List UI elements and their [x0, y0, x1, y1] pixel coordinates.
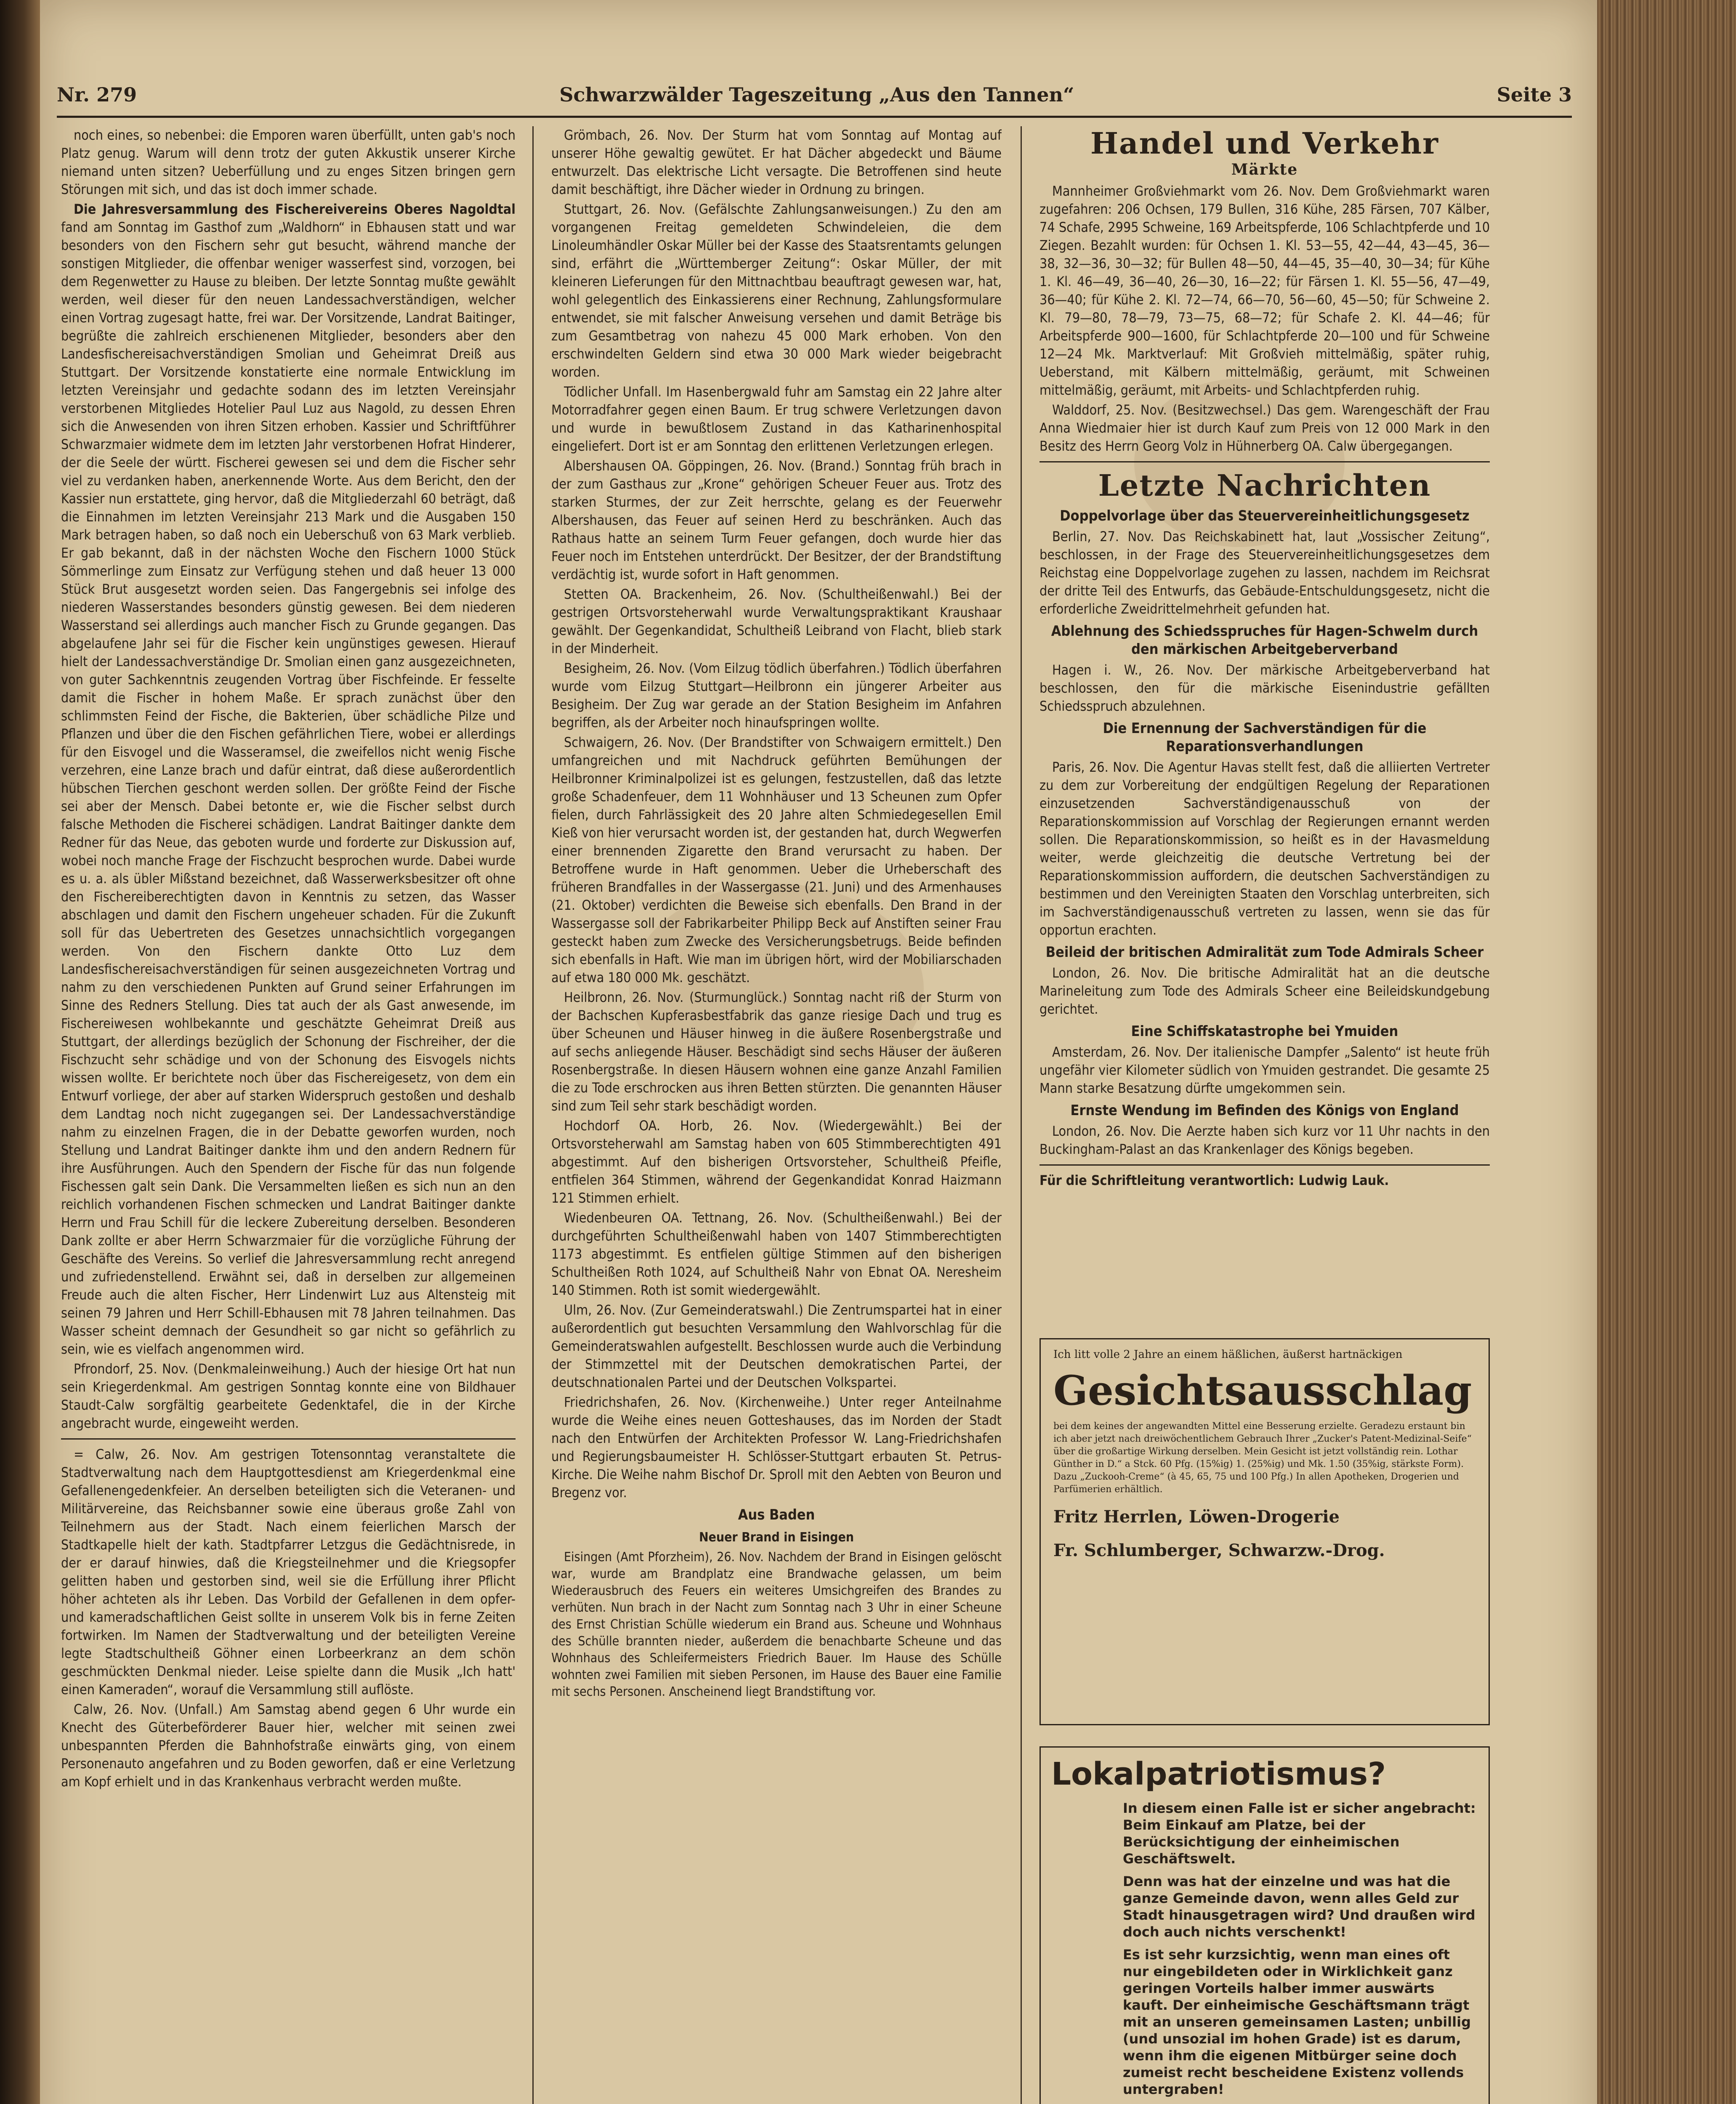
issue-number: Nr. 279: [57, 83, 137, 106]
ad-title: Gesichtsausschlag: [1053, 1367, 1472, 1414]
article-paragraph: Walddorf, 25. Nov. (Besitzwechsel.) Das gem. Warengeschäft der Frau Anna Wiedmaier hier ist durch Kauf zum Preis von 12 000 Mark in den Besitz des Herrn Georg Volz in Hühnerberg OA. Calw übergegangen.: [1039, 402, 1490, 454]
news-headline: Die Ernennung der Sachverständigen für die Reparationsverhandlungen: [1103, 720, 1427, 755]
article-paragraph: Besigheim, 26. Nov. (Vom Eilzug tödlich überfahren.) Tödlich überfahren wurde vom Eilzug Stuttgart—Heilbronn ein jüngerer Arbeiter aus Besigheim. Der Zug war gerade an der Station Besigheim im Anfahren begriffen, als der Arbeiter noch hinaufspringen wollte.: [551, 660, 1002, 731]
article-paragraph: Pfrondorf, 25. Nov. (Denkmaleinweihung.) Auch der hiesige Ort hat nun sein Kriegerdenkmal. Am gestrigen Sonntag konnte eine von Bildhauer Staudt-Calw sorgfältig gearbeitete Gedenktafel, die in der Kirche angebracht wurde, eingeweiht werden.: [61, 1361, 516, 1431]
article-paragraph: [61, 200, 516, 1358]
section-rule: [1039, 461, 1490, 462]
column-3: [1039, 126, 1490, 1330]
column-divider: [1021, 126, 1022, 2104]
volume-binding-edge: [1597, 0, 1736, 2104]
article-paragraph: Heilbronn, 26. Nov. (Sturmunglück.) Sonntag nacht riß der Sturm von der Bachschen Kupferasbestfabrik das ganze riesige Dach und trug es über Scheunen und Häuser hinweg in die äußere Rosenbergstraße und auf sechs anliegende Häuser. Beschädigt sind sechs Häuser der äußeren Rosenbergstraße. In diesen Häusern wohnen eine ganze Anzahl Familien die zu Tode erschrocken aus ihren Betten stürzten. Die genannten Häuser sind zum Teil sehr stark beschädigt worden.: [551, 989, 1002, 1114]
article-paragraph: Mannheimer Großviehmarkt vom 26. Nov. Dem Großviehmarkt waren zugefahren: 206 Ochsen, 179 Bullen, 316 Kühe, 285 Färsen, 707 Kälber, 74 Schafe, 2995 Schweine, 169 Arbeitspferde, 106 Schlachtpferde und 10 Ziegen. Bezahlt wurden: für Ochsen 1. Kl. 53—55, 42—44, 43—45, 36—38, 32—36, 30—32; für Bullen 48—50, 44—45, 35—40, 30—34; für Kühe 1. Kl. 46—49, 36—40, 26—30, 16—22; für Färsen 1. Kl. 55—56, 47—49, 36—40; für Kühe 2. Kl. 72—74, 66—70, 56—60, 45—50; für Schweine 2. Kl. 79—80, 78—79, 73—75, 68—72; für Schafe 2. Kl. 44—46; für Arbeitspferde 900—1600, für Schlachtpferde 20—100 und für Schweine 12—24 Mk. Marktverlauf: Mit Großvieh mittelmäßig, später ruhig, Ueberstand, mit Kälbern mittelmäßig, geräumt, mit Schweinen mittelmäßig, geräumt, mit Arbeits- und Schlachtpferden ruhig.: [1039, 183, 1490, 398]
article-paragraph: Paris, 26. Nov. Die Agentur Havas stellt fest, daß die alliierten Vertreter zu dem zur Vorbereitung der endgültigen Regelung der Reparationen einzusetzenden Sachverständigenausschuß von der Reparationskommission auf Vorschlag der Regierungen ernannt werden sollen. Die Reparationskommission, so heißt es in der Havasmeldung weiter, werde gleichzeitig die deutsche Vertretung bei der Reparationskommission auffordern, die deutschen Sachverständigen zu bestimmen und den Vereinigten Staaten den Vorschlag unterbreiten, sich im Sachverständigenausschuß vertreten zu lassen, wenn sie das für opportun erachten.: [1039, 759, 1490, 938]
article-paragraph: Eisingen (Amt Pforzheim), 26. Nov. Nachdem der Brand in Eisingen gelöscht war, wurde am Brandplatz eine Brandwache gelassen, um beim Wiederausbruch des Feuers ein weiteres Umsichgreifen des Brandes zu verhüten. Nun brach in der Nacht zum Sonntag nach 3 Uhr in einer Scheune des Ernst Christian Schülle wiederum ein Brand aus. Scheune und Wohnhaus des Schülle brannten nieder, außerdem die benachbarte Scheune und das Wohnhaus des Schleifermeisters Friedrich Bauer. Im Hause des Schülle wohnten zwei Familien mit sieben Personen, im Hause des Bauer eine Familie mit sechs Personen. Anscheinend liegt Brandstiftung vor.: [551, 1550, 1002, 1699]
header-rule: [57, 116, 1572, 118]
news-headline: Ernste Wendung im Befinden des Königs von England: [1070, 1102, 1459, 1119]
article-paragraph: Wiedenbeuren OA. Tettnang, 26. Nov. (Schultheißenwahl.) Bei der durchgeführten Schultheißenwahl haben von 1407 Stimmberechtigten 1173 abgestimmt. Es entfielen gültige Stimmen auf den bisherigen Schultheißen Roth 1024, auf Schultheiß Nahr von Ebnat OA. Neresheim 140 Stimmen. Roth ist somit wiedergewählt.: [551, 1210, 1002, 1298]
article-paragraph: noch eines, so nebenbei: die Emporen waren überfüllt, unten gab's noch Platz genug. Warum will denn trotz der guten Akkustik unserer Kirche niemand unten sitzen? Ueberfüllung und zu enges Sitzen bringen gern Störungen mit sich, und das ist doch immer schade.: [61, 127, 516, 197]
article-paragraph: London, 26. Nov. Die Aerzte haben sich kurz vor 11 Uhr nachts in den Buckingham-Palast an das Krankenlager des Königs begeben.: [1039, 1123, 1490, 1157]
section-title: Handel und Verkehr: [1090, 126, 1439, 161]
article-paragraph: Berlin, 27. Nov. Das Reichskabinett hat, laut „Vossischer Zeitung“, beschlossen, in der Frage des Steuervereinheitlichungsgesetzes dem Reichstag eine Doppelvorlage zugehen zu lassen, nachdem im Reichsrat der dritte Teil des Entwurfs, das Gebäude-Entschuldungsgesetz, nicht die erforderliche Zweidrittelmehrheit gefunden hat.: [1039, 529, 1490, 617]
news-headline: Beileid der britischen Admiralität zum Tode Admirals Scheer: [1045, 944, 1484, 961]
ad-body: bei dem keines der angewandten Mittel eine Besserung erzielte. Geradezu erstaunt bin ich aber jetzt nach dreiwöchentlichem Gebrauch Ihrer „Zucker's Patent-Medizinal-Seife“ über die großartige Wirkung derselben. Mein Gesicht ist jetzt vollständig rein. Lothar Günther in D.“ a Stck. 60 Pfg. (15%ig) 1. (25%ig) und Mk. 1.50 (35%ig, stärkste Form). Dazu „Zuckooh-Creme“ (à 45, 65, 75 und 100 Pfg.) In allen Apotheken, Drogerien und Parfümerien erhältlich.: [1053, 1421, 1472, 1495]
article-headline: Die Jahresversammlung des Fischereivereins Oberes Nagoldtal: [74, 201, 516, 217]
news-headline: Doppelvorlage über das Steuervereinheitlichungsgesetz: [1060, 507, 1470, 524]
book-spine: [0, 0, 40, 2104]
article-paragraph: Schwaigern, 26. Nov. (Der Brandstifter von Schwaigern ermittelt.) Den umfangreichen und mit Nachdruck geführten Bemühungen der Heilbronner Kriminalpolizei ist es gelungen, festzustellen, daß das letzte große Schadenfeuer, dem 11 Wohnhäuser und 13 Scheunen zum Opfer fielen, durch Fahrlässigkeit des 20 Jahre alten Schmiedegesellen Emil Kieß von hier verursacht worden ist, der gestanden hat, durch Wegwerfen einer brennenden Zigarette den Brand verursacht zu haben. Der Betroffene wurde in Haft genommen. Ueber die Urheberschaft des früheren Brandfalles in der Wassergasse (21. Juni) und des Armenhauses (21. Oktober) verdichten die Beweise sich ebenfalls. Den Brand in der Wassergasse soll der Fabrikarbeiter Philipp Beck auf Anstiften seiner Frau gesteckt haben zum Zwecke des Versicherungsbetrugs. Beide befinden sich ebenfalls in Haft. Wie man im übrigen hört, wird der Mobiliarschaden auf etwa 180 000 Mk. geschätzt.: [551, 734, 1002, 986]
news-headline: Ablehnung des Schiedsspruches für Hagen-Schwelm durch den märkischen Arbeitgeberverband: [1051, 623, 1478, 658]
section-heading: Aus Baden: [738, 1506, 815, 1523]
article-paragraph: Tödlicher Unfall. Im Hasenbergwald fuhr am Samstag ein 22 Jahre alter Motorradfahrer gegen einen Baum. Er trug schwere Verletzungen davon und wurde in bewußtlosem Zustand in das Katharinenhospital eingeliefert. Dort ist er am Sonntag den erlittenen Verletzungen erlegen.: [551, 384, 1002, 454]
column-divider: [532, 126, 534, 2104]
article-paragraph: Stetten OA. Brackenheim, 26. Nov. (Schultheißenwahl.) Bei der gestrigen Ortsvorsteherwahl wurde Verwaltungspraktikant Kraushaar gewählt. Der Gegenkandidat, Schultheiß Leibrand von Flacht, blieb stark in der Minderheit.: [551, 586, 1002, 656]
section-subtitle: Märkte: [1231, 161, 1298, 178]
advertisement-local-patriotism: [1039, 1746, 1490, 2104]
article-paragraph: Grömbach, 26. Nov. Der Sturm hat vom Sonntag auf Montag auf unserer Höhe gewaltig gewütet. Er hat Dächer abgedeckt und Bäume entwurzelt. Das elektrische Licht versagte. Die Betroffenen sind heute damit beschäftigt, ihre Dächer wieder in Ordnung zu bringen.: [551, 127, 1002, 197]
article-paragraph: Amsterdam, 26. Nov. Der italienische Dampfer „Salento“ ist heute früh ungefähr vier Kilometer südlich von Ymuiden gestrandet. Die gesamte 25 Mann starke Besatzung dürfte umgekommen sein.: [1039, 1044, 1490, 1096]
column-1: [61, 126, 516, 2104]
article-paragraph: = Calw, 26. Nov. Am gestrigen Totensonntag veranstaltete die Stadtverwaltung nach dem Hauptgottesdienst am Kriegerdenkmal eine Gefallenengedenkfeier. An derselben beteiligten sich die Veteranen- und Militärvereine, das Reichsbanner sowie eine überaus große Zahl von Teilnehmern aus der Stadt. Nach einem feierlichen Marsch der Stadtkapelle hielt der kath. Stadtpfarrer Letzgus die Gedächtnisrede, in der er darauf hinwies, daß die Kriegsteilnehmer und die Kriegsopfer gelitten haben und gestorben sind, weil sie die Erfüllung ihrer Pflicht höher achteten als ihr Leben. Das Vorbild der Gefallenen in dem opfer- und kameradschaftlichen Geist sollte in unserem Volk bis in ferne Zeiten fortwirken. Im Namen der Stadtverwaltung und der beteiligten Vereine legte Stadtschultheiß Göhner einen Lorbeerkranz an dem schön geschmückten Denkmal nieder. Leise spielte dann die Musik „Ich hatt' einen Kameraden“, worauf die Versammlung still auflöste.: [61, 1446, 516, 1698]
article-text: fand am Sonntag im Gasthof zum „Waldhorn“ in Ebhausen statt und war besonders von den Fischern sehr gut besucht, während manche der sonstigen Mitglieder, die offenbar weniger wasserfest sind, vorzogen, bei dem Regenwetter zu Hause zu bleiben. Der letzte Sonntag mußte gewählt werden, weil dieser für den neuen Landessachverständigen, welcher einen Vortrag zugesagt hatte, frei war. Der Vorsitzende, Landrat Baitinger, begrüßte die zahlreich erschienenen Mitglieder, besonders aber den Landesfischereisachverständigen Smolian und Geheimrat Dreiß aus Stuttgart. Der Vorsitzende konstatierte eine normale Entwicklung im letzten Vereinsjahr und gedachte sodann des im letzten Vereinsjahr verstorbenen Mitgliedes Hotelier Paul Luz aus Nagold, zu dessen Ehren sich die Anwesenden von ihren Sitzen erhoben. Kassier und Schriftführer Schwarzmaier widmete dem im letzten Jahr verstorbenen Hofrat Hinderer, der die Seele der württ. Fischerei gewesen sei und dem die Fischer sehr viel zu verdanken haben, anerkennende Worte. Aus dem Bericht, den der Kassier nun erstattete, ging hervor, daß die Mitgliederzahl 60 beträgt, daß die Einnahmen im letzten Vereinsjahr 213 Mark und die Ausgaben 150 Mark betragen haben, so daß noch ein Ueberschuß von 63 Mark verblieb. Er gab bekannt, daß in der nächsten Woche den Fischern 1000 Stück Sömmerlinge zum Einsatz zur Verfügung stehen und daß heuer 13 000 Stück Brut ausgesetzt worden seien. Das Fangergebnis sei infolge des niederen Wasserstandes besonders günstig gewesen. Bei dem niederen Wasserstand sei allerdings auch mancher Fisch zu Grunde gegangen. Das abgelaufene Jahr sei für die Fischer kein ungünstiges gewesen. Hierauf hielt der Landessachverständige Dr. Smolian einen ganz ausgezeichneten, von guter Sachkenntnis zeugenden Vortrag über Fischfeinde. Er fesselte damit die Fischer in hohem Maße. Er sprach zunächst über den schlimmsten Feind der Fische, die Bakterien, über schädliche Pilze und Pflanzen und über die den Fischen gefährlichen Tiere, wobei er allerdings für den Eisvogel und die Wasseramsel, die zweifellos nicht wenig Fische verzehren, eine Lanze brach und dafür eintrat, daß diese außerordentlich hübschen Tierchen geschont werden sollen. Der größte Feind der Fische sei aber der Mensch. Dabei betonte er, wie die Fischer selbst durch falsche Methoden die Fischerei schädigen. Landrat Baitinger dankte dem Redner für das Neue, das geboten wurde und forderte zur Diskussion auf, wobei noch manche Frage der Fischzucht besprochen wurde. Dabei wurde es u. a. als übler Mißstand bezeichnet, daß Wasserwerksbesitzer oft ohne den Fischereiberechtigten davon in Kenntnis zu setzen, das Wasser abschlagen und damit den Fischern ungeheuer schaden. Für die Zukunft soll für das Uebertreten des Gesetzes unnachsichtlich vorgegangen werden. Von den Fischern dankte Otto Luz dem Landesfischereisachverständigen für seinen ausgezeichneten Vortrag und nahm zu den verschiedenen Punkten auf Grund seiner Erfahrungen im Sinne des Redners Stellung. Dies tat auch der als Gast anwesende, im Fischereiwesen wohlbekannte und geschätzte Geheimrat Dreiß aus Stuttgart, der allerdings bezüglich der Schonung der Fischreiher, der die Fischzucht sehr schädige und von der Schonung des Eisvogels nichts wissen wollte. Er berichtete noch über das Fischereigesetz, von dem ein Entwurf vorliege, der aber auf starken Widerspruch gestoßen und deshalb dem Landtag noch nicht zugegangen sei. Der Landessachverständige nahm zu einzelnen Fragen, die in der Debatte geworfen wurden, noch Stellung und Landrat Baitinger dankte ihm und den andern Rednern für ihre Ausführungen. Auch den Spendern der Fische für das nun folgende Fischessen galt sein Dank. Die Versammelten ließen es sich nun an den reichlich vorhandenen Fischen schmecken und Landrat Baitinger dankte Herrn und Frau Schill für die leckere Zubereitung derselben. Besonderen Dank zollte er aber Herrn Schwarzmaier für die vorzügliche Führung der Geschäfte des Vereins. So verlief die Jahresversammlung recht anregend und zufriedenstellend. Erwähnt sei, daß in derselben zur allgemeinen Freude auch die alten Fischer, Herr Lindenwirt Luz aus Altensteig mit seinen 79 Jahren und Herr Schill-Ebhausen mit 78 Jahren teilnahmen. Das Wasser scheint demnach der Gesundheit so gar nicht so gefährlich zu sein, wie es vielfach angenommen wird.: [61, 219, 516, 1357]
article-paragraph: Stuttgart, 26. Nov. (Gefälschte Zahlungsanweisungen.) Zu den am vorgangenen Freitag gemeldeten Schwindeleien, die dem Linoleumhändler Oskar Müller bei der Kasse des Staatsrentamts gelungen sind, erfährt die „Württemberger Zeitung“: Oskar Müller, der mit kleineren Lieferungen für den Mittnachtbau beauftragt gewesen war, hat, wohl gelegentlich des Einkassierens einer Rechnung, Zahlungsformulare entwendet, sie mit falscher Anweisung versehen und damit Beträge bis zum Gesamtbetrag von nahezu 45 000 Mark erhoben. Von den erschwindelten Geldern sind etwa 30 000 Mark wieder beigebracht worden.: [551, 201, 1002, 380]
section-rule: [61, 1438, 516, 1440]
ad-lead-text: Ich litt volle 2 Jahre an einem häßlichen, äußerst hartnäckigen: [1053, 1348, 1403, 1361]
page-header: [57, 80, 1572, 109]
section-title: Letzte Nachrichten: [1098, 468, 1431, 503]
ad-paragraph: In diesem einen Falle ist er sicher angebracht: Beim Einkauf am Platze, bei der Berücksichtigung der einheimischen Geschäftswelt.: [1123, 1800, 1476, 1867]
editor-credit: Für die Schriftleitung verantwortlich: Ludwig Lauk.: [1039, 1172, 1389, 1188]
article-paragraph: Ulm, 26. Nov. (Zur Gemeinderatswahl.) Die Zentrumspartei hat in einer außerordentlich gut besuchten Versammlung den Wahlvorschlag für die Gemeinderatswahlen aufgestellt. Beschlossen wurde auch die Verbindung der Stimmzettel mit der Deutschen demokratischen Partei, der deutschnationalen Partei und der Deutschen Volkspartei.: [551, 1302, 1002, 1390]
masthead: Schwarzwälder Tageszeitung „Aus den Tannen“: [559, 83, 1074, 106]
page-number: Seite 3: [1497, 83, 1572, 106]
section-rule: [1039, 1164, 1490, 1166]
column-2: [551, 126, 1002, 2104]
ad-paragraph: Denn was hat der einzelne und was hat die ganze Gemeinde davon, wenn alles Geld zur Stadt hinausgetragen wird? Und draußen wird doch auch nichts verschenkt!: [1123, 1873, 1475, 1940]
article-paragraph: Hagen i. W., 26. Nov. Der märkische Arbeitgeberverband hat beschlossen, den für die märkische Eisenindustrie gefällten Schiedsspruch abzulehnen.: [1039, 662, 1490, 714]
ad-seller: Fritz Herrlen, Löwen-Drogerie: [1053, 1507, 1340, 1527]
news-headline: Eine Schiffskatastrophe bei Ymuiden: [1131, 1023, 1398, 1040]
article-paragraph: Hochdorf OA. Horb, 26. Nov. (Wiedergewählt.) Bei der Ortsvorsteherwahl am Samstag haben von 605 Stimmberechtigten 491 abgestimmt. Auf den bisherigen Ortsvorsteher, Schultheiß Pfeifle, entfielen 364 Stimmen, während der Gegenkandidat Konrad Haizmann 121 Stimmen erhielt.: [551, 1118, 1002, 1206]
advertisement-skin-soap: [1039, 1338, 1490, 1725]
article-paragraph: London, 26. Nov. Die britische Admiralität hat an die deutsche Marineleitung zum Tode des Admirals Scheer eine Beileidskundgebung gerichtet.: [1039, 965, 1490, 1017]
article-paragraph: Calw, 26. Nov. (Unfall.) Am Samstag abend gegen 6 Uhr wurde ein Knecht des Güterbeförderer Bauer hier, welcher mit seinen zwei unbespannten Pferden die Bahnhofstraße einwärts ging, von einem Personenauto angefahren und zu Boden geworfen, daß er eine Verletzung am Kopf erhielt und in das Krankenhaus verbracht werden mußte.: [61, 1701, 516, 1790]
ad-seller: Fr. Schlumberger, Schwarzw.-Drog.: [1053, 1541, 1385, 1560]
article-paragraph: Albershausen OA. Göppingen, 26. Nov. (Brand.) Sonntag früh brach in der zum Gasthaus zur „Krone“ gehörigen Scheuer Feuer aus. Trotz des starken Sturmes, der zur Zeit herrschte, gelang es der Feuerwehr Albershausen, das Feuer auf seinen Herd zu beschränken. Auch das Rathaus hatte an seinem Turm Feuer gefangen, doch wurde hier das Feuer noch im Entstehen unterdrückt. Der Besitzer, der der Brandstiftung verdächtig ist, wurde sofort in Haft genommen.: [551, 458, 1002, 582]
ad-title: Lokalpatriotismus?: [1051, 1756, 1386, 1792]
ad-body: [1051, 1800, 1478, 2104]
ad-paragraph: Es ist sehr kurzsichtig, wenn man eines oft nur eingebildeten oder in Wirklichkeit ganz geringen Vorteils halber immer auswärts kauft. Der einheimische Geschäftsmann trägt mit an unseren gemeinsamen Lasten; unbillig (und unsozial im hohen Grade) ist es darum, wenn ihm die eigenen Mitbürger seine doch zumeist recht bescheidene Existenz vollends untergraben!: [1123, 1947, 1471, 2097]
article-headline: Neuer Brand in Eisingen: [699, 1530, 854, 1545]
newspaper-page: [40, 0, 1597, 2104]
article-paragraph: Friedrichshafen, 26. Nov. (Kirchenweihe.) Unter reger Anteilnahme wurde die Weihe eines neuen Gotteshauses, das im Norden der Stadt nach den Entwürfen der Architekten Professor W. Lang-Friedrichshafen und Regierungsbaumeister H. Schlösser-Stuttgart erbauten St. Petrus-Kirche. Die Weihe nahm Bischof Dr. Sproll mit den Aebten von Beuron und Bregenz vor.: [551, 1394, 1002, 1501]
